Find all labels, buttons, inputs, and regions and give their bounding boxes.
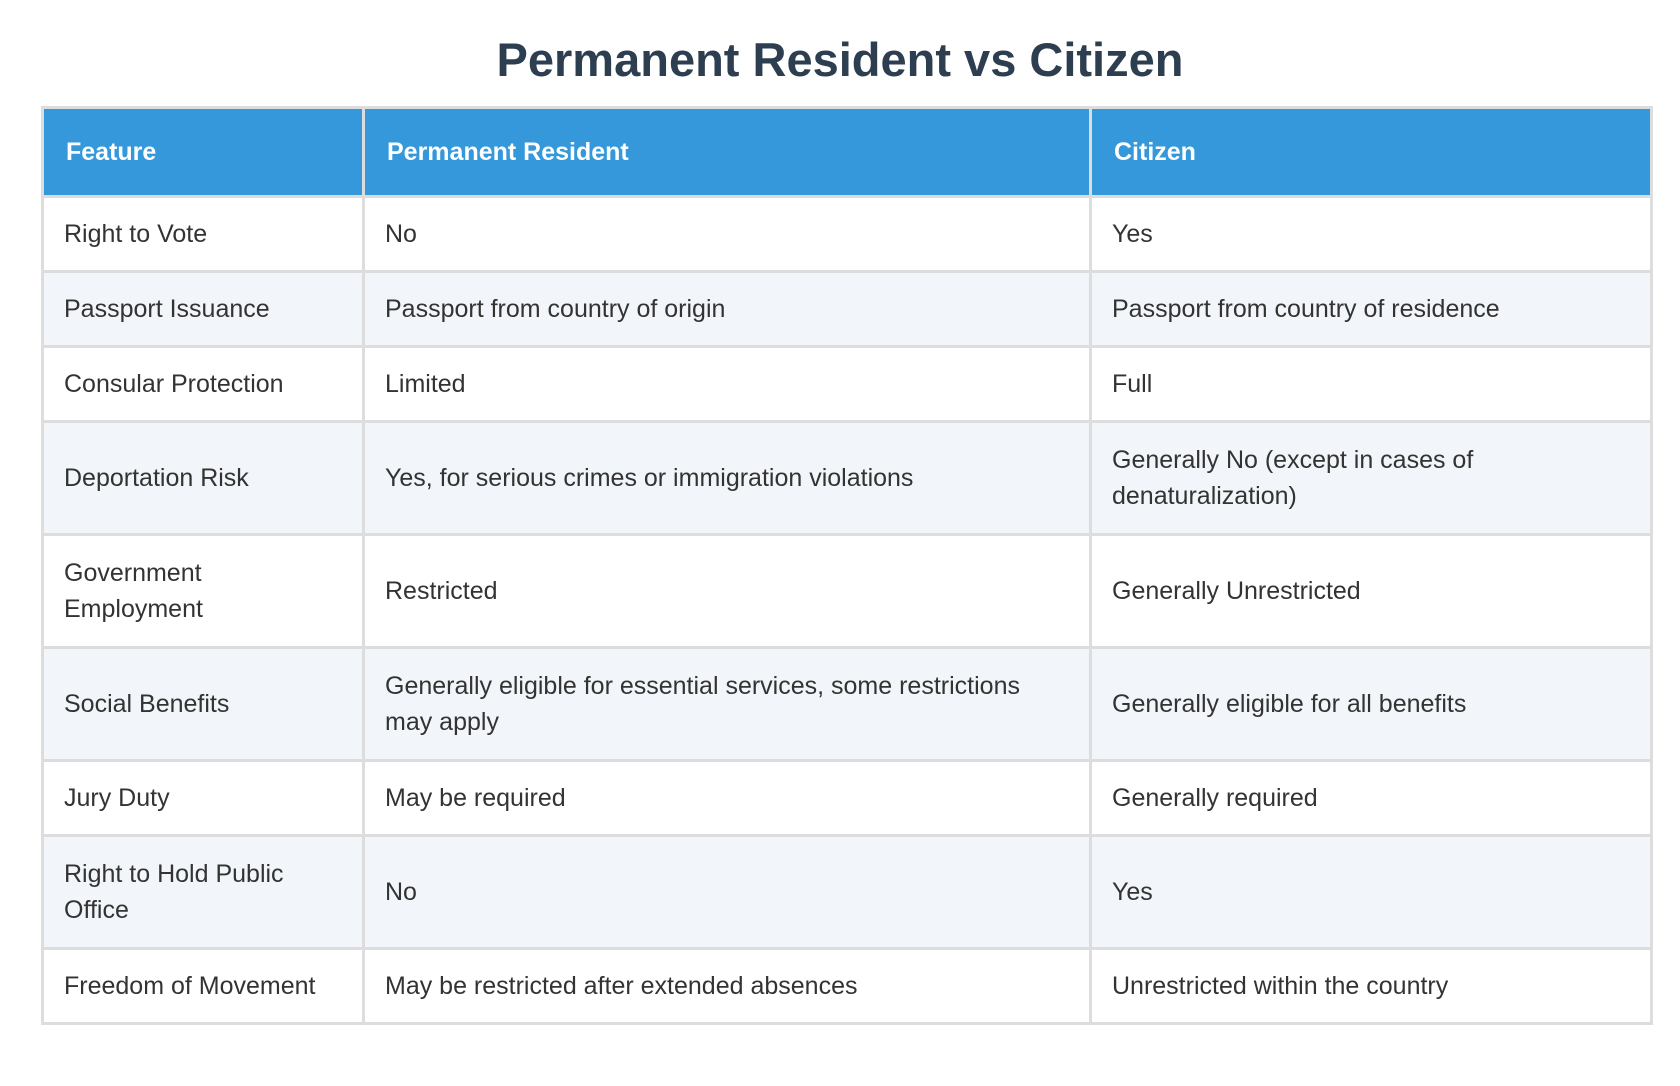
cell-citizen: Generally No (except in cases of denaturalization) [1091, 422, 1652, 535]
column-header-permanent-resident: Permanent Resident [364, 108, 1091, 197]
cell-permanent-resident: May be required [364, 761, 1091, 836]
cell-feature: Freedom of Movement [43, 949, 364, 1024]
cell-citizen: Yes [1091, 197, 1652, 272]
cell-permanent-resident: No [364, 836, 1091, 949]
cell-citizen: Passport from country of residence [1091, 272, 1652, 347]
table-row [43, 648, 1652, 761]
cell-feature: Social Benefits [43, 648, 364, 761]
cell-permanent-resident: Restricted [364, 535, 1091, 648]
cell-feature: Deportation Risk [43, 422, 364, 535]
cell-citizen: Generally Unrestricted [1091, 535, 1652, 648]
cell-citizen: Full [1091, 347, 1652, 422]
comparison-table [41, 106, 1653, 1025]
cell-feature: Jury Duty [43, 761, 364, 836]
page-title: Permanent Resident vs Citizen [496, 33, 1184, 86]
cell-permanent-resident: May be restricted after extended absences [364, 949, 1091, 1024]
table-row [43, 347, 1652, 422]
table-row [43, 761, 1652, 836]
cell-feature: Government Employment [43, 535, 364, 648]
table-row [43, 949, 1652, 1024]
column-header-citizen: Citizen [1091, 108, 1652, 197]
cell-citizen: Unrestricted within the country [1091, 949, 1652, 1024]
table-row [43, 422, 1652, 535]
table-header-row [43, 108, 1652, 197]
cell-permanent-resident: Yes, for serious crimes or immigration violations [364, 422, 1091, 535]
cell-citizen: Generally required [1091, 761, 1652, 836]
cell-permanent-resident: No [364, 197, 1091, 272]
cell-citizen: Yes [1091, 836, 1652, 949]
cell-permanent-resident: Passport from country of origin [364, 272, 1091, 347]
table-row [43, 836, 1652, 949]
cell-feature: Right to Hold Public Office [43, 836, 364, 949]
cell-feature: Consular Protection [43, 347, 364, 422]
cell-feature: Passport Issuance [43, 272, 364, 347]
cell-permanent-resident: Generally eligible for essential services, some restrictions may apply [364, 648, 1091, 761]
column-header-feature: Feature [43, 108, 364, 197]
cell-citizen: Generally eligible for all benefits [1091, 648, 1652, 761]
cell-feature: Right to Vote [43, 197, 364, 272]
table-row [43, 272, 1652, 347]
cell-permanent-resident: Limited [364, 347, 1091, 422]
table-row [43, 197, 1652, 272]
table-row [43, 535, 1652, 648]
